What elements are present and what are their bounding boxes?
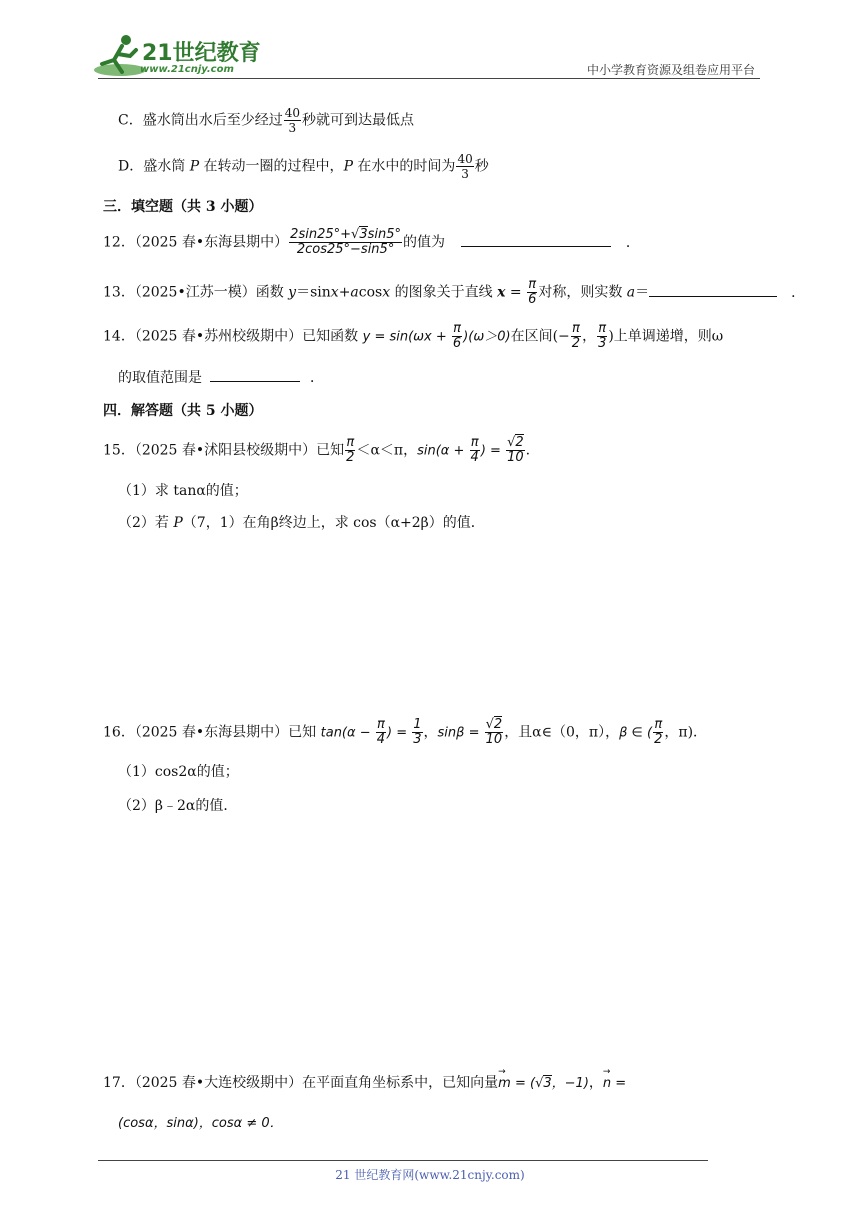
question-15-part-2: （2）若 P（7，1）在角β终边上，求 cos（α+2β）的值． [118,515,485,531]
q13-answer-blank[interactable] [649,282,777,297]
platform-title: 中小学教育资源及组卷应用平台 [586,63,755,77]
question-15: 15．（2025 春•沭阳县校级期中）已知 $\frac{\pi}{2}$ ＜α＜π，sin(α + $\frac{\pi}{4}$ ) = $\frac{√2}{10}$ . [103,435,531,465]
logo-url: www.21cnjy.com [140,64,234,75]
footer-text[interactable]: 21 世纪教育网(www.21cnjy.com) [335,1168,525,1182]
question-14-line2: 的取值范围是 ． [118,367,324,387]
question-13: 13．（2025•江苏一模）函数 y＝sinx+acosx 的图象关于直线 x = $\frac{\pi}{6}$ 对称，则实数 a＝ ． [103,277,806,307]
section-3-title: 三．填空题（共 3 小题） [103,199,263,215]
footer-divider [98,1160,708,1161]
question-16: 16．（2025 春•东海县期中）已知 tan(α − $\frac{\pi}{4}$ ) = $\frac{1}{3}$ ，sinβ = $\frac{√2}{10}$ ，且α∈（0，π），β ∈ ( $\frac{\pi}{2}$ ，π)． [103,717,708,747]
question-15-part-1: （1）求 tanα的值； [118,483,248,499]
question-16-part-2: （2）β﹣2α的值． [118,798,238,814]
question-16-part-1: （1）cos2α的值； [118,764,239,780]
section-4-title: 四．解答题（共 5 小题） [103,403,263,419]
logo-text: 21世纪教育 [142,41,261,66]
header-divider [98,78,760,79]
question-17-line2: (cosα，sinα)，cosα ≠ 0． [118,1116,283,1131]
q12-answer-blank[interactable] [461,232,611,247]
question-12: 12．（2025 春•东海县期中） $\frac{2\sin 25^\circ+√3\sin 5^\circ}{2\cos 25^\circ-\sin 5^\circ}$ 的值为 ． [103,227,640,257]
q11-option-c: C．盛水筒出水后至少经过 $\frac{40}{3}$ 秒就可到达最低点 [118,106,414,135]
question-14: 14．（2025 春•苏州校级期中）已知函数 y = sin(ωx + $\frac{\pi}{6}$ )(ω＞0)在区间(− $\frac{\pi}{2}$ ， $\frac{\pi}{3}$ )上单调递增，则ω [103,321,724,351]
question-17: 17．（2025 春•大连校级期中）在平面直角坐标系中，已知向量→ m = (√3，−1)，→ n = [103,1072,626,1092]
q14-answer-blank[interactable] [210,367,300,382]
q11-option-d: D．盛水筒 P 在转动一圈的过程中，P 在水中的时间为 $\frac{40}{3}$ 秒 [118,152,489,181]
